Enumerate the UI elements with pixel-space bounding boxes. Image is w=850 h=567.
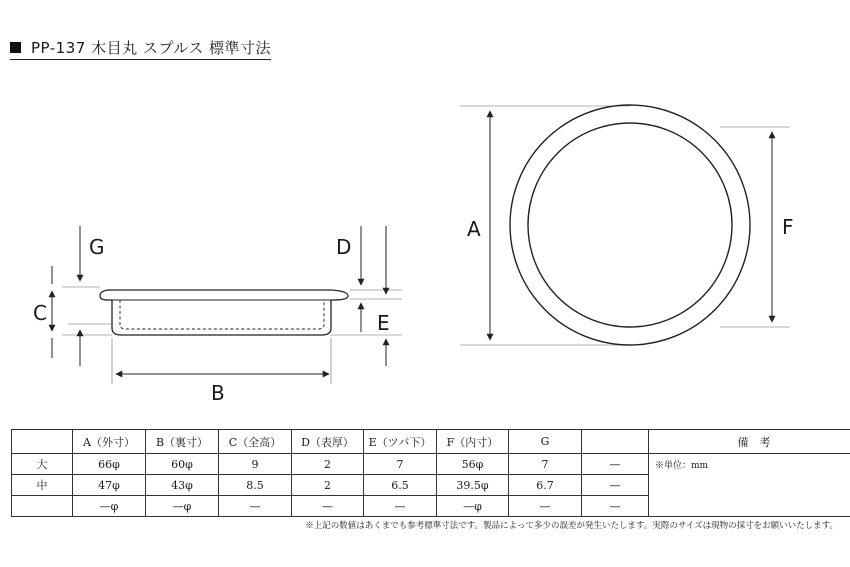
table-cell: — xyxy=(582,475,649,496)
table-cell: —φ xyxy=(73,496,146,517)
table-cell: 47φ xyxy=(73,475,146,496)
size-cell: 中 xyxy=(12,475,73,496)
outer-ring xyxy=(510,105,750,345)
table-cell: —φ xyxy=(146,496,219,517)
header-cell: A（外寸） xyxy=(73,430,146,454)
table-cell: 66φ xyxy=(73,454,146,475)
table-cell: 56φ xyxy=(437,454,509,475)
inner-ring xyxy=(528,123,732,327)
title-text: PP-137 木目丸 スプルス 標準寸法 xyxy=(31,39,272,57)
size-cell xyxy=(12,496,73,517)
side-profile xyxy=(100,290,348,335)
table-row xyxy=(12,454,850,475)
header-cell: D（表厚） xyxy=(292,430,364,454)
header-cell xyxy=(582,430,649,454)
table-cell: 7 xyxy=(509,454,582,475)
label-a: A xyxy=(467,217,481,241)
label-c: C xyxy=(33,301,47,325)
header-cell: 備 考 xyxy=(649,430,850,454)
table-cell: — xyxy=(219,496,292,517)
label-e: E xyxy=(377,311,390,335)
table-header-row xyxy=(12,430,850,454)
label-g: G xyxy=(89,235,105,259)
header-cell: B（裏寸） xyxy=(146,430,219,454)
table-cell: — xyxy=(582,454,649,475)
header-cell: F（内寸） xyxy=(437,430,509,454)
top-view xyxy=(510,105,750,345)
table-cell: 6.5 xyxy=(364,475,437,496)
table-cell: 2 xyxy=(292,475,364,496)
header-cell xyxy=(12,430,73,454)
label-f: F xyxy=(782,215,794,239)
table-cell: 9 xyxy=(219,454,292,475)
table-cell: — xyxy=(582,496,649,517)
table-cell: 6.7 xyxy=(509,475,582,496)
remarks-cell: ※単位：mm xyxy=(649,454,850,517)
extension-lines xyxy=(62,106,790,384)
header-cell: G xyxy=(509,430,582,454)
table-cell: 60φ xyxy=(146,454,219,475)
spec-table xyxy=(11,429,850,517)
table-cell: — xyxy=(364,496,437,517)
header-cell: C（全高） xyxy=(219,430,292,454)
table-cell: 7 xyxy=(364,454,437,475)
table-cell: 2 xyxy=(292,454,364,475)
table-cell: —φ xyxy=(437,496,509,517)
header-cell: E（ツバ下） xyxy=(364,430,437,454)
table-cell: — xyxy=(292,496,364,517)
table-cell: 8.5 xyxy=(219,475,292,496)
table-cell: 39.5φ xyxy=(437,475,509,496)
label-b: B xyxy=(211,381,225,405)
label-d: D xyxy=(336,235,352,259)
table-cell: — xyxy=(509,496,582,517)
table-cell: 43φ xyxy=(146,475,219,496)
footnote: ※上記の数値はあくまでも参考標準寸法です。製品によって多少の誤差が発生いたします。実際のサイズは現物の採寸をお願いいたします。 xyxy=(305,521,838,531)
size-cell: 大 xyxy=(12,454,73,475)
